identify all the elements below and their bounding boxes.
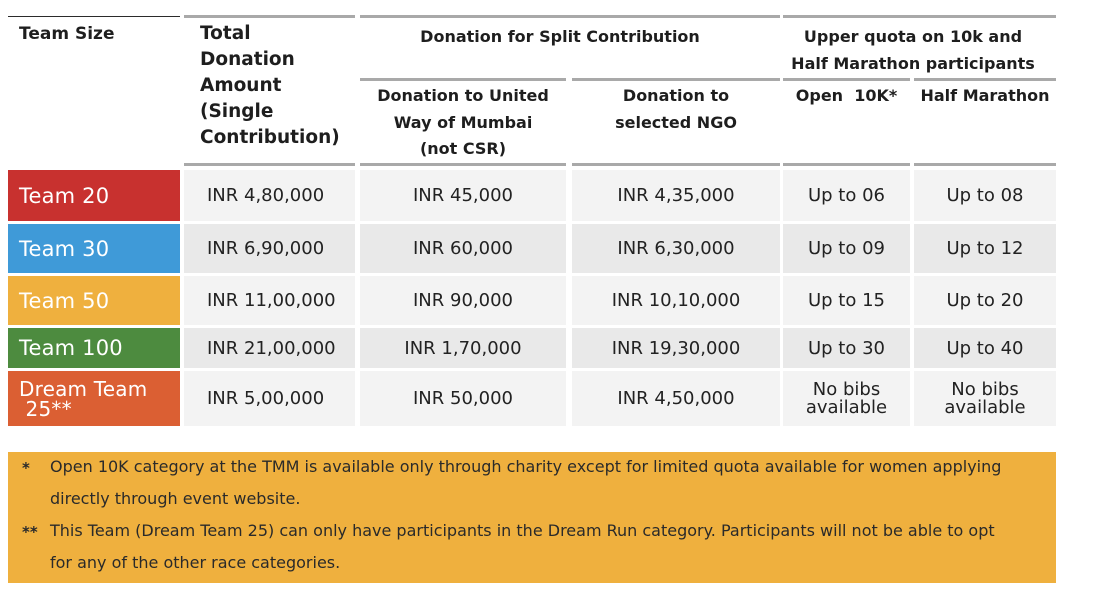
- united-way-cell: INR 1,70,000: [360, 328, 566, 368]
- subheader-rule-unitedway: [360, 78, 566, 81]
- united-way-cell: INR 90,000: [360, 276, 566, 325]
- total-donation-cell: INR 4,80,000: [184, 170, 355, 221]
- header-bottom-rule-unitedway: [360, 163, 566, 166]
- header-half-marathon: Half Marathon: [920, 86, 1050, 105]
- half-marathon-cell: Up to 40: [914, 328, 1056, 368]
- team-label-team-20: Team 20: [8, 170, 180, 221]
- header-team-size: Team Size: [19, 24, 115, 44]
- ngo-cell: INR 19,30,000: [572, 328, 780, 368]
- header-unitedway-line: (not CSR): [419, 139, 507, 158]
- ngo-cell: INR 6,30,000: [572, 224, 780, 273]
- header-ngo-line: Donation to: [622, 86, 730, 105]
- footnote-2-line-2: for any of the other race categories.: [50, 553, 341, 572]
- header-rule-quota: [783, 15, 1056, 18]
- cell-line: No bibs: [951, 378, 1019, 400]
- team-label-line: 25**: [19, 396, 72, 421]
- header-bottom-rule-half: [914, 163, 1056, 166]
- team-label-team-30: Team 30: [8, 224, 180, 273]
- team-label-dream-team-25: [8, 371, 180, 426]
- half-marathon-cell: Up to 08: [914, 170, 1056, 221]
- footnote-marker-2: **: [22, 523, 38, 541]
- header-upper-quota: [783, 24, 1043, 77]
- cell-line: available: [944, 396, 1026, 418]
- subheader-rule-half: [914, 78, 1056, 81]
- united-way-cell: INR 50,000: [360, 371, 566, 426]
- united-way-cell: INR 60,000: [360, 224, 566, 273]
- total-donation-cell: INR 5,00,000: [184, 371, 355, 426]
- header-unitedway-line: Way of Mumbai: [393, 112, 533, 132]
- team-label-team-50: Team 50: [8, 276, 180, 325]
- open10k-cell: Up to 09: [783, 224, 910, 273]
- total-donation-cell: INR 21,00,000: [184, 328, 355, 368]
- ngo-cell: INR 4,35,000: [572, 170, 780, 221]
- header-rule-split: [360, 15, 780, 18]
- header-rule-team: [8, 16, 180, 17]
- header-unitedway-line: Donation to United: [377, 86, 549, 105]
- header-rule-total: [184, 15, 355, 18]
- header-total-line: Donation: [200, 49, 295, 70]
- team-label-team-100: Team 100: [8, 328, 180, 368]
- header-bottom-rule-total: [184, 163, 355, 166]
- header-bottom-rule-ngo: [572, 163, 780, 166]
- cell-line: No bibs: [812, 378, 881, 400]
- total-donation-cell: INR 6,90,000: [184, 224, 355, 273]
- header-total-donation: [200, 21, 360, 151]
- header-total-line: Amount: [200, 75, 282, 96]
- header-united-way: [360, 83, 566, 163]
- footnote-1-line-2: directly through event website.: [50, 489, 301, 508]
- header-open10k: Open 10K*: [795, 86, 898, 105]
- header-selected-ngo: [572, 83, 780, 136]
- ngo-cell: INR 10,10,000: [572, 276, 780, 325]
- footnotes-box: [8, 452, 1056, 583]
- header-split-contribution: Donation for Split Contribution: [420, 27, 700, 46]
- open10k-cell: Up to 30: [783, 328, 910, 368]
- footnote-2-line-1: This Team (Dream Team 25) can only have participants in the Dream Run category. Participants will not be able to opt: [50, 521, 995, 540]
- half-marathon-cell: [914, 371, 1056, 426]
- header-total-line: Total: [200, 23, 251, 44]
- footnote-marker-1: *: [22, 459, 30, 477]
- subheader-rule-ngo: [572, 78, 780, 81]
- half-marathon-cell: Up to 12: [914, 224, 1056, 273]
- united-way-cell: INR 45,000: [360, 170, 566, 221]
- open10k-cell: [783, 371, 910, 426]
- header-total-line: (Single: [200, 101, 274, 122]
- subheader-rule-open10k: [783, 78, 910, 81]
- header-bottom-rule-open10k: [783, 163, 910, 166]
- header-ngo-line: selected NGO: [615, 112, 737, 132]
- total-donation-cell: INR 11,00,000: [184, 276, 355, 325]
- cell-line: available: [805, 396, 888, 418]
- open10k-cell: Up to 06: [783, 170, 910, 221]
- header-total-line: Contribution): [200, 127, 340, 148]
- ngo-cell: INR 4,50,000: [572, 371, 780, 426]
- header-quota-line: Half Marathon participants: [791, 53, 1035, 73]
- open10k-cell: Up to 15: [783, 276, 910, 325]
- half-marathon-cell: Up to 20: [914, 276, 1056, 325]
- footnote-1-line-1: Open 10K category at the TMM is available only through charity except for limited quota available for women applying: [50, 457, 1002, 476]
- header-quota-line: Upper quota on 10k and: [803, 27, 1023, 46]
- team-label-line: Dream Team: [19, 376, 148, 401]
